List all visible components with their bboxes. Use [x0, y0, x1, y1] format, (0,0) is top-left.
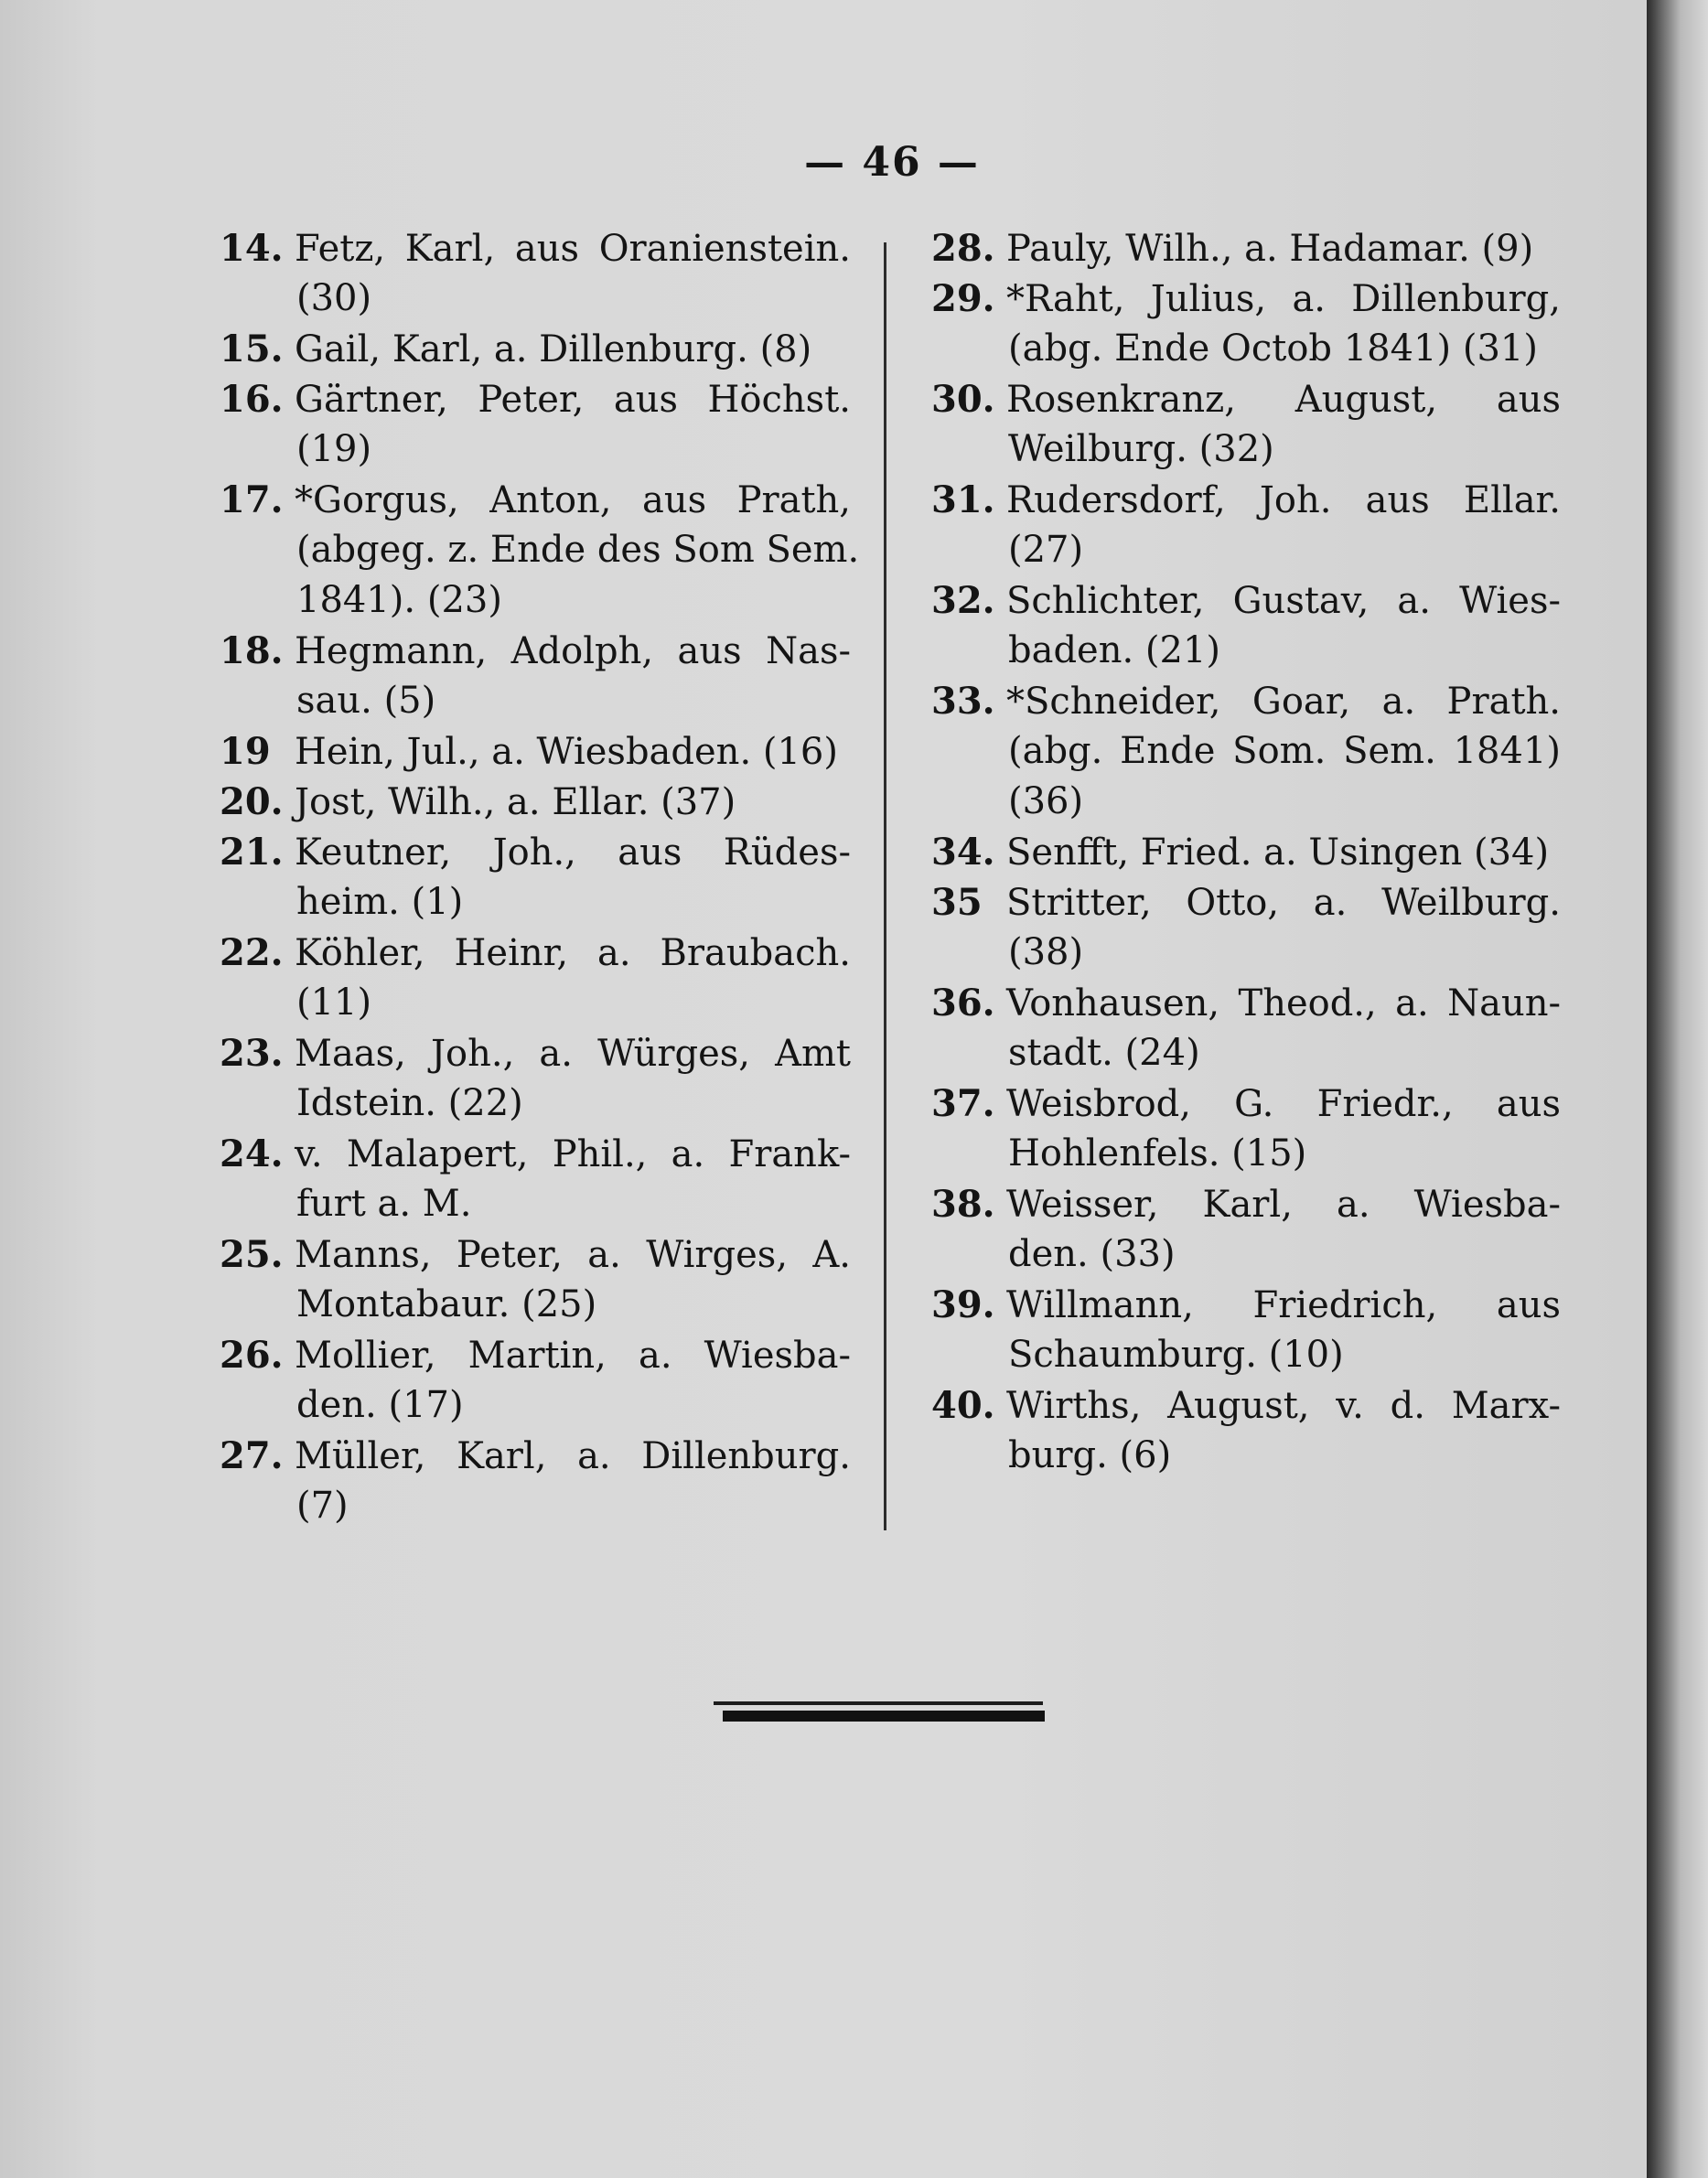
entry-text: Weisbrod, G. Friedr., aus — [1006, 1083, 1561, 1125]
entry-text: Weilburg. (32) — [1008, 428, 1274, 470]
list-item — [220, 626, 851, 726]
entry-text: (19) — [296, 428, 372, 470]
entry-number: 19 — [220, 730, 271, 773]
entry-number: 20. — [220, 780, 284, 823]
list-item — [931, 877, 1561, 978]
entry-number: 21. — [220, 831, 284, 874]
entry-text: v. Malapert, Phil., a. Frank- — [295, 1133, 851, 1175]
entry-text: Senfft, Fried. a. Usingen (34) — [1006, 832, 1550, 874]
entry-first-line — [931, 1179, 1561, 1229]
list-item — [220, 726, 851, 777]
entry-text: (abgeg. z. Ende des Som Sem. — [296, 529, 860, 571]
list-item — [220, 928, 851, 1028]
list-item — [931, 978, 1561, 1078]
end-rule-thin — [714, 1701, 1043, 1705]
entry-text: Manns, Peter, a. Wirges, A. — [295, 1234, 851, 1276]
list-item — [220, 324, 851, 374]
entry-text: burg. (6) — [1008, 1434, 1172, 1476]
entry-number: 30. — [931, 378, 995, 421]
entry-continuation-line — [931, 525, 1561, 575]
entry-continuation-line — [220, 877, 851, 928]
entry-number: 33. — [931, 680, 995, 723]
entry-continuation-line — [931, 1028, 1561, 1078]
entry-continuation-line — [220, 525, 860, 575]
entry-continuation-line — [931, 1229, 1561, 1280]
column-divider — [884, 242, 886, 1530]
entry-text: Müller, Karl, a. Dillenburg. — [295, 1435, 851, 1477]
entry-number: 38. — [931, 1183, 995, 1226]
list-item — [220, 223, 851, 324]
entry-first-line — [220, 223, 851, 274]
entry-text: Wirths, August, v. d. Marx- — [1006, 1385, 1561, 1427]
entry-first-line — [220, 1129, 851, 1179]
entry-number: 39. — [931, 1283, 995, 1326]
list-item — [931, 1179, 1561, 1280]
entry-text: Willmann, Friedrich, aus — [1006, 1284, 1561, 1326]
entry-text: Jost, Wilh., a. Ellar. (37) — [295, 781, 736, 823]
entry-text: Keutner, Joh., aus Rüdes- — [295, 832, 851, 874]
list-item — [220, 1330, 851, 1431]
entry-first-line — [220, 777, 851, 827]
list-item — [931, 1078, 1561, 1179]
entry-number: 32. — [931, 579, 995, 622]
list-item — [931, 223, 1561, 274]
entry-number: 22. — [220, 931, 284, 974]
entry-first-line — [220, 324, 851, 374]
list-item — [220, 475, 860, 626]
entry-text: (36) — [1008, 780, 1084, 822]
end-rule-thick — [723, 1711, 1045, 1722]
entry-continuation-line — [220, 676, 851, 726]
entry-continuation-line — [220, 1481, 851, 1531]
entry-first-line — [931, 676, 1561, 726]
list-item — [220, 374, 851, 475]
entry-text: Idstein. (22) — [296, 1082, 523, 1124]
list-item — [931, 475, 1561, 575]
entry-number: 16. — [220, 378, 284, 421]
entry-continuation-line — [220, 424, 851, 475]
list-item — [220, 1229, 851, 1330]
entry-continuation-line — [931, 928, 1561, 978]
list-item — [220, 1129, 851, 1229]
entry-first-line — [220, 1330, 851, 1380]
entry-number: 35 — [931, 881, 983, 924]
entry-number: 36. — [931, 982, 995, 1025]
entry-number: 26. — [220, 1334, 284, 1377]
entry-first-line — [931, 223, 1561, 274]
entry-continuation-line — [220, 575, 851, 626]
entry-text: Schaumburg. (10) — [1008, 1334, 1344, 1376]
entry-continuation-line — [220, 274, 851, 324]
entry-number: 18. — [220, 629, 284, 672]
entry-continuation-line — [931, 424, 1561, 475]
entry-text: Rudersdorf, Joh. aus Ellar. — [1006, 479, 1561, 521]
entry-first-line — [931, 274, 1561, 324]
entry-first-line — [931, 1280, 1561, 1330]
entry-number: 34. — [931, 831, 995, 874]
entry-number: 24. — [220, 1132, 284, 1175]
list-item — [220, 777, 851, 827]
entry-first-line — [220, 1229, 851, 1280]
list-item — [220, 1028, 851, 1129]
entry-text: Hein, Jul., a. Wiesbaden. (16) — [295, 731, 838, 773]
entry-text: (38) — [1008, 931, 1084, 973]
entry-first-line — [931, 1380, 1561, 1431]
entry-continuation-line — [931, 1330, 1561, 1380]
entry-text: Schlichter, Gustav, a. Wies- — [1006, 580, 1561, 622]
entry-text: (27) — [1008, 529, 1084, 571]
entry-text: den. (17) — [296, 1384, 464, 1426]
entry-continuation-line — [220, 1078, 851, 1129]
entry-first-line — [220, 1028, 851, 1078]
list-item — [931, 374, 1561, 475]
entry-first-line — [931, 877, 1561, 928]
entry-first-line — [220, 726, 851, 777]
list-item — [931, 274, 1561, 374]
entry-text: den. (33) — [1008, 1233, 1176, 1275]
entry-text: stadt. (24) — [1008, 1032, 1200, 1074]
entry-number: 31. — [931, 478, 995, 521]
entry-continuation-line — [931, 324, 1561, 374]
entry-first-line — [931, 827, 1561, 877]
entry-number: 40. — [931, 1384, 995, 1427]
entry-first-line — [931, 978, 1561, 1028]
entry-text: furt a. M. — [296, 1183, 472, 1225]
entry-first-line — [220, 626, 851, 676]
entry-text: baden. (21) — [1008, 629, 1221, 671]
entry-text: *Schneider, Goar, a. Prath. — [1006, 681, 1561, 723]
entry-continuation-line — [931, 777, 1561, 827]
entry-text: (30) — [296, 277, 372, 319]
entry-first-line — [220, 1431, 851, 1481]
page-number: — 46 — — [804, 139, 980, 186]
entry-text: Weisser, Karl, a. Wiesba- — [1006, 1184, 1561, 1226]
entry-text: heim. (1) — [296, 881, 464, 923]
entry-text: Hohlenfels. (15) — [1008, 1132, 1307, 1175]
list-item — [931, 575, 1561, 676]
entry-first-line — [931, 374, 1561, 424]
entry-first-line — [220, 475, 851, 525]
entry-continuation-line — [220, 1280, 851, 1330]
list-item — [931, 827, 1561, 877]
entry-text: *Raht, Julius, a. Dillenburg, — [1006, 278, 1561, 320]
entry-text: Fetz, Karl, aus Oranienstein. — [295, 228, 851, 270]
entry-continuation-line — [220, 1380, 851, 1431]
entry-text: (7) — [296, 1485, 349, 1527]
entry-first-line — [220, 827, 851, 877]
entry-continuation-line — [931, 626, 1561, 676]
entry-first-line — [220, 928, 851, 978]
entry-number: 27. — [220, 1434, 284, 1477]
entry-text: sau. (5) — [296, 680, 436, 722]
entry-text: (11) — [296, 982, 372, 1024]
entry-continuation-line — [931, 1431, 1561, 1481]
entry-number: 37. — [931, 1082, 995, 1125]
entry-number: 14. — [220, 227, 284, 270]
entry-continuation-line — [220, 978, 851, 1028]
list-item — [220, 827, 851, 928]
entry-number: 23. — [220, 1032, 284, 1075]
entry-number: 17. — [220, 478, 284, 521]
entry-continuation-line — [931, 726, 1561, 777]
entry-text: Rosenkranz, August, aus — [1006, 379, 1561, 421]
entry-text: Gärtner, Peter, aus Höchst. — [295, 379, 851, 421]
book-spine-shadow — [1647, 0, 1708, 2178]
entry-first-line — [931, 475, 1561, 525]
entry-continuation-line — [220, 1179, 851, 1229]
entry-text: Mollier, Martin, a. Wiesba- — [295, 1335, 851, 1377]
entry-number: 29. — [931, 277, 995, 320]
right-column — [931, 223, 1561, 1481]
list-item — [220, 1431, 851, 1531]
entry-first-line — [931, 575, 1561, 626]
entry-text: 1841). (23) — [296, 579, 502, 621]
list-item — [931, 676, 1561, 827]
entry-text: (abg. Ende Octob 1841) (31) — [1008, 327, 1538, 370]
entry-text: Gail, Karl, a. Dillenburg. (8) — [295, 328, 812, 370]
list-item — [931, 1380, 1561, 1481]
entry-number: 28. — [931, 227, 995, 270]
entry-text: *Gorgus, Anton, aus Prath, — [295, 479, 851, 521]
left-column — [220, 223, 860, 1531]
entry-text: Stritter, Otto, a. Weilburg. — [1006, 882, 1561, 924]
entry-text: Montabaur. (25) — [296, 1283, 597, 1325]
entry-text: Maas, Joh., a. Würges, Amt — [295, 1033, 851, 1075]
entry-text: Hegmann, Adolph, aus Nas- — [295, 630, 851, 672]
entry-number: 15. — [220, 327, 284, 370]
entry-first-line — [931, 1078, 1561, 1129]
entry-text: Köhler, Heinr, a. Braubach. — [295, 932, 851, 974]
list-item — [931, 1280, 1561, 1380]
entry-text: (abg. Ende Som. Sem. 1841) — [1008, 730, 1561, 772]
entry-number: 25. — [220, 1233, 284, 1276]
entry-continuation-line — [931, 1129, 1561, 1179]
entry-text: Pauly, Wilh., a. Hadamar. (9) — [1006, 228, 1534, 270]
entry-text: Vonhausen, Theod., a. Naun- — [1006, 982, 1561, 1025]
entry-first-line — [220, 374, 851, 424]
